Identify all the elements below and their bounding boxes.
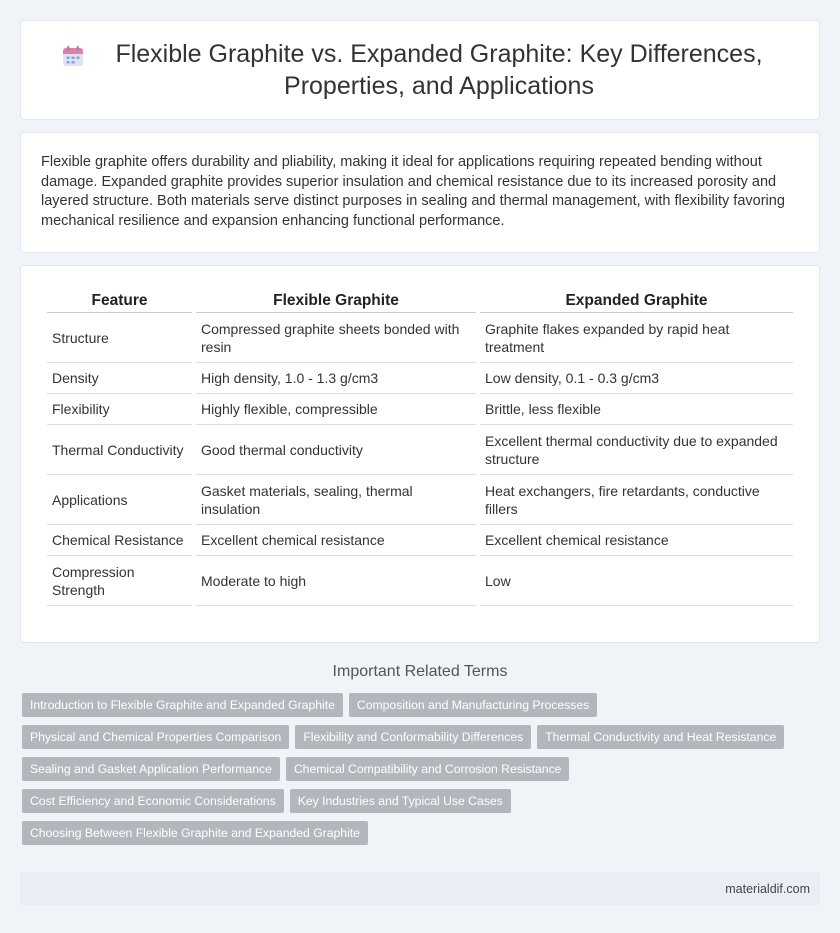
related-terms-title: Important Related Terms xyxy=(332,663,508,680)
related-terms-list xyxy=(22,693,818,853)
row-feature: Chemical Resistance xyxy=(47,525,192,556)
table-row xyxy=(47,394,793,425)
table-header-row xyxy=(47,286,793,313)
header-expanded-graphite: Expanded Graphite xyxy=(480,286,793,313)
row-flexible-value: Moderate to high xyxy=(196,556,476,606)
row-flexible-value: High density, 1.0 - 1.3 g/cm3 xyxy=(196,363,476,394)
row-feature: Structure xyxy=(47,313,192,363)
calendar-icon xyxy=(61,44,85,68)
row-feature: Compression Strength xyxy=(47,556,192,606)
page-title: Flexible Graphite vs. Expanded Graphite: Key Differences, Properties, and Applications xyxy=(115,40,763,100)
comparison-table xyxy=(43,286,797,606)
related-term-tag[interactable]: Sealing and Gasket Application Performance xyxy=(22,757,280,781)
row-expanded-value: Excellent thermal conductivity due to expanded structure xyxy=(480,425,793,475)
row-flexible-value: Highly flexible, compressible xyxy=(196,394,476,425)
footer xyxy=(20,872,820,905)
related-term-tag[interactable]: Thermal Conductivity and Heat Resistance xyxy=(537,725,784,749)
row-feature: Applications xyxy=(47,475,192,525)
row-expanded-value: Brittle, less flexible xyxy=(480,394,793,425)
related-term-tag[interactable]: Cost Efficiency and Economic Considerations xyxy=(22,789,284,813)
row-flexible-value: Excellent chemical resistance xyxy=(196,525,476,556)
row-expanded-value: Graphite flakes expanded by rapid heat treatment xyxy=(480,313,793,363)
related-term-tag[interactable]: Composition and Manufacturing Processes xyxy=(349,693,597,717)
row-feature: Flexibility xyxy=(47,394,192,425)
footer-site-link[interactable]: materialdif.com xyxy=(725,881,810,896)
header-inner xyxy=(61,38,779,102)
row-feature: Thermal Conductivity xyxy=(47,425,192,475)
row-expanded-value: Low density, 0.1 - 0.3 g/cm3 xyxy=(480,363,793,394)
row-flexible-value: Compressed graphite sheets bonded with resin xyxy=(196,313,476,363)
related-term-tag[interactable]: Physical and Chemical Properties Comparison xyxy=(22,725,289,749)
table-row xyxy=(47,425,793,475)
related-term-tag[interactable]: Key Industries and Typical Use Cases xyxy=(290,789,511,813)
header-card xyxy=(20,20,820,120)
row-flexible-value: Good thermal conductivity xyxy=(196,425,476,475)
intro-card xyxy=(20,132,820,253)
related-term-tag[interactable]: Introduction to Flexible Graphite and Expanded Graphite xyxy=(22,693,343,717)
table-row xyxy=(47,475,793,525)
related-term-tag[interactable]: Choosing Between Flexible Graphite and Expanded Graphite xyxy=(22,821,368,845)
table-row xyxy=(47,363,793,394)
comparison-card xyxy=(20,265,820,643)
table-row xyxy=(47,525,793,556)
table-row xyxy=(47,313,793,363)
related-term-tag[interactable]: Chemical Compatibility and Corrosion Resistance xyxy=(286,757,570,781)
related-term-tag[interactable]: Flexibility and Conformability Differences xyxy=(295,725,531,749)
row-expanded-value: Low xyxy=(480,556,793,606)
row-feature: Density xyxy=(47,363,192,394)
header-flexible-graphite: Flexible Graphite xyxy=(196,286,476,313)
row-flexible-value: Gasket materials, sealing, thermal insulation xyxy=(196,475,476,525)
header-feature: Feature xyxy=(47,286,192,313)
table-row xyxy=(47,556,793,606)
row-expanded-value: Excellent chemical resistance xyxy=(480,525,793,556)
row-expanded-value: Heat exchangers, fire retardants, conductive fillers xyxy=(480,475,793,525)
intro-text: Flexible graphite offers durability and pliability, making it ideal for applications requiring repeated bending without damage. Expanded graphite provides superior insulation and chemical resistance due to its increased porosity and layered structure. Both materials serve distinct purposes in sealing and thermal management, with flexibility favoring mechanical resilience and expansion enhancing functional performance. xyxy=(41,154,785,229)
